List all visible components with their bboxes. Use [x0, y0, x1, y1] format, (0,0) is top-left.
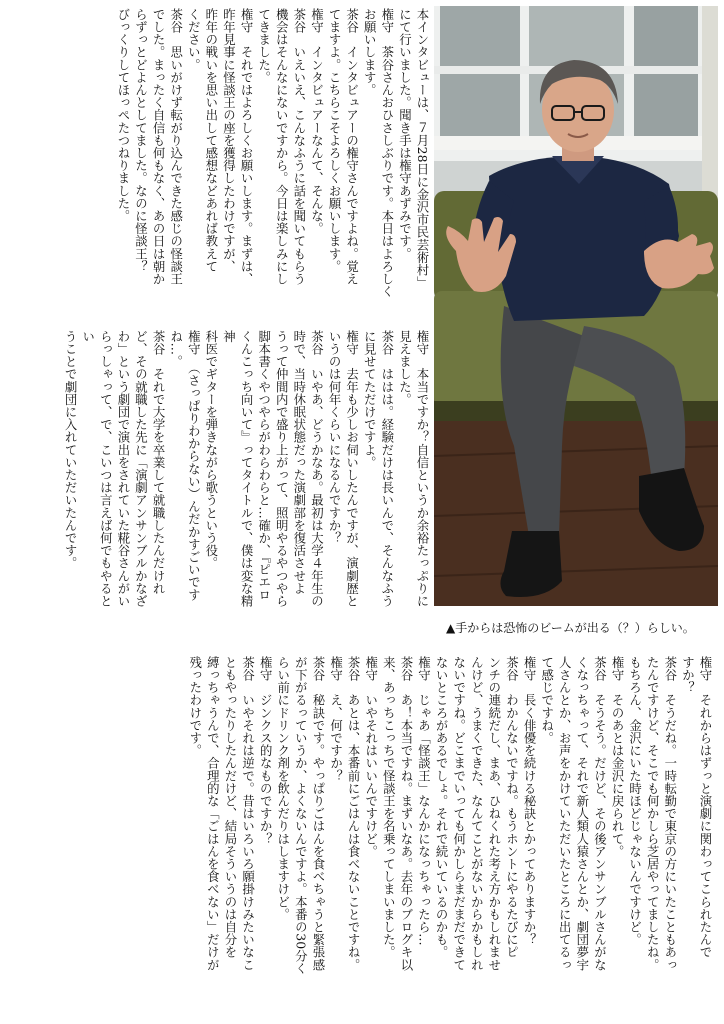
- article-line: 昨年見事に怪談王の座を獲得したわけですが、: [221, 8, 237, 273]
- article-line: 科医でギターを弾きながら歌うという役。: [203, 330, 219, 570]
- article-line: ど、その就職した先に「演劇アンサンブルかなざ: [133, 330, 149, 608]
- article-line: てますよ。こちらこそよろしくお願いします。: [327, 8, 343, 273]
- article-columns-top: [1, 8, 431, 308]
- article-line: 茶谷 いえいえ、こんなふうに話を聞いてもらう: [291, 8, 307, 286]
- article-line: 脚本書くやつやらがわらわらと…確か、『ピエロ: [256, 330, 272, 601]
- article-line: 昨年の戦いを思い出して感想などあれば教えて: [203, 8, 219, 273]
- article-line: 茶谷 思いがけず転がり込んできた感じの怪談王: [168, 8, 184, 286]
- article-columns-middle: [1, 330, 431, 616]
- article-line: 権守 本当ですか？自信というか余裕たっぷりに: [415, 330, 430, 608]
- article-line: 茶谷 ははは。経験だけは長いんで、そんなふう: [379, 330, 395, 608]
- article-line: 茶谷 あ！本当ですね。まずいなあ。去年のブログキ以: [398, 656, 414, 971]
- article-line: 権守 茶谷さんおひさしぶりです。本日はよろしく: [379, 8, 395, 298]
- article-line: ともやったりしたんだけど、結局そういうのは自分を: [222, 656, 238, 959]
- article-line: 権守 長く俳優を続ける秘訣とかってありますか？: [522, 656, 538, 946]
- article-line: て感じですね。: [539, 656, 555, 745]
- article-line: 縛っちゃうんで、合理的な「ごはんを食べない」だけが: [205, 656, 221, 971]
- article-line: に見せてただけですよ。: [362, 330, 378, 469]
- article-line: くなっちゃって、それで新人類人猿さんとか、劇団夢宇: [574, 656, 590, 971]
- article-line: くんこっち向いて』ってタイトルで、僕は変な精神: [221, 330, 255, 608]
- article-line: 権守 いやそれはいいんですけど。: [363, 656, 379, 858]
- article-line: 時で、当時休眠状態だった演劇部を復活させよ: [291, 330, 307, 595]
- article-line: びっくりしてほっぺたつねりました。: [115, 8, 131, 223]
- article-line: 権守 （さっぱりわからない）んだかすごいです: [186, 330, 202, 601]
- article-line: ないですね。どこまでいっても何かしらまだまだできて: [451, 656, 467, 971]
- interview-photo-illustration: [434, 6, 718, 606]
- article-line: ください。: [186, 8, 202, 71]
- article-line: お願いします。: [362, 8, 378, 97]
- article-line: んけど、うまくできた、なんてことがないからかもしれ: [469, 656, 485, 971]
- article-line: 権守 それからはずっと演劇に関わってこられたんで: [698, 656, 713, 959]
- article-line: てきました。: [256, 8, 272, 84]
- interview-photo: [434, 6, 718, 606]
- article-line: 権守 ジンクス的なものですか？: [258, 656, 274, 845]
- article-columns-bottom: [4, 656, 714, 1016]
- article-line: 来、あっちこっちで怪談王を名乗ってしまいました。: [381, 656, 397, 959]
- article-line: 権守 去年も少しお伺いしたんですが、演劇歴と: [344, 330, 360, 608]
- article-line: もちろん、金沢にいた時ほどじゃないんですけど。: [627, 656, 643, 946]
- article-line: 本インタビューは、７月28日に金沢市民芸術村」: [415, 8, 430, 289]
- article-line: すか？: [680, 656, 696, 694]
- photo-caption: ▲手からは恐怖のビームが出る（？）らしい。: [446, 621, 695, 635]
- article-line: 茶谷 そうだね。一時転勤で東京の方にいたこともあっ: [662, 656, 678, 971]
- article-line: らずっとどよんとしてました。なのに怪談王？: [133, 8, 149, 273]
- article-line: ね…。: [168, 330, 184, 368]
- article-line: 茶谷 そうそう。だけど、その後アンサンブルさんがな: [592, 656, 608, 971]
- article-line: うことで劇団に入れていただいたんです。: [63, 330, 79, 570]
- article-line: らい前にドリンク剤を飲んだりはしますけど。: [275, 656, 291, 921]
- article-line: いうのは何年くらいになるんですか？: [327, 330, 343, 545]
- article-line: にて行いました。聞き手は権守あずみです。: [397, 8, 413, 260]
- article-line: たんですけど、そこでも何かしら芝居やってましたね。: [645, 656, 661, 971]
- article-line: 機会はそんなにないですから。今日は楽しみにし: [274, 8, 290, 286]
- article-line: わ」という劇団で演出をされていた糀谷さんがい: [115, 330, 131, 608]
- article-line: 残ったわけです。: [187, 656, 203, 757]
- article-line: 権守 そのあとは金沢に戻られて。: [610, 656, 626, 858]
- article-line: 権守 それではよろしくお願いします。まずは、: [239, 8, 255, 286]
- article-line: 人さんとか、お声をかけていただいたところに出てるっ: [557, 656, 573, 971]
- article-line: 茶谷 秘訣です。やっぱりごはんを食べちゃうと緊張感: [310, 656, 326, 971]
- article-line: らっしゃって、で、こいつは言えば何でもやるとい: [80, 330, 114, 608]
- article-line: ンチの連続だし、まあ、ひねくれた考え方かもしれませ: [486, 656, 502, 971]
- article-line: でした。まったく自信も何もなく、あの日は朝か: [151, 8, 167, 286]
- article-line: 権守 インタビュアーなんて、そんな。: [309, 8, 325, 235]
- article-line: うって仲間内で盛り上がって、照明やるやつやら: [274, 330, 290, 608]
- article-line: 権守 じゃあ「怪談王」なんかになっちゃったら…: [416, 656, 432, 946]
- article-line: 茶谷 いやあ、どうかなあ。最初は大学４年生の: [309, 330, 325, 608]
- article-line: ないところがあるでしょ。それで続いているのかも。: [434, 656, 450, 959]
- article-line: 茶谷 あとは、本番前にごはんは食べないことですね。: [346, 656, 362, 971]
- article-line: が下がるっていうか、よくないんですよ。本番の30分く: [293, 656, 309, 975]
- article-line: 茶谷 いやそれは逆で。昔はいろいろ願掛けみたいなこ: [240, 656, 256, 971]
- article-line: 見えました。: [397, 330, 413, 406]
- article-line: 茶谷 それで大学を卒業して就職したんだけれ: [151, 330, 167, 595]
- article-line: 権守 え、何ですか？: [328, 656, 344, 782]
- article-line: 茶谷 インタビュアーの権守さんですよね。覚え: [344, 8, 360, 286]
- article-line: 茶谷 わかんないですね。もうホントにやるたびにピ: [504, 656, 520, 959]
